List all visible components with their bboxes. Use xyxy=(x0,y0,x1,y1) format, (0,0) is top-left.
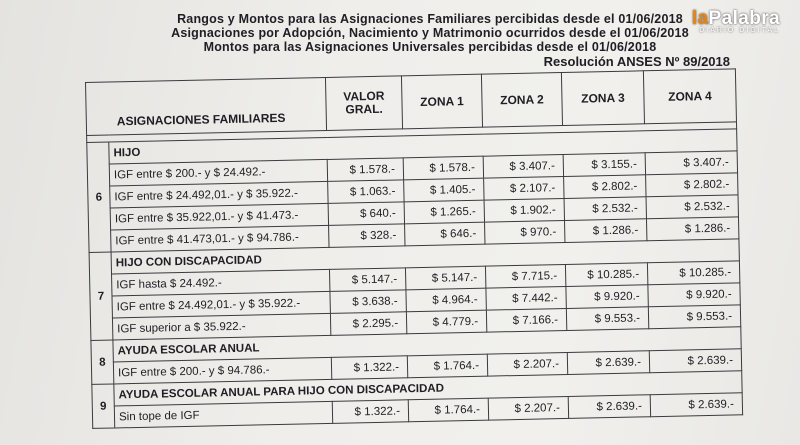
row-label: Sin tope de IGF xyxy=(114,401,332,428)
table-body xyxy=(87,129,743,429)
amount-cell: $ 1.063.- xyxy=(328,180,404,204)
section-number: 9 xyxy=(92,384,115,428)
row-label: IGF entre $ 24.492,01.- y $ 35.922.- xyxy=(112,291,330,318)
amount-cell: $ 3.407.- xyxy=(645,151,737,175)
amount-cell: $ 10.285.- xyxy=(647,261,739,285)
amount-cell: $ 1.265.- xyxy=(404,200,484,224)
amount-cell: $ 1.902.- xyxy=(484,198,564,222)
section-title: AYUDA ESCOLAR ANUAL PARA HIJO CON DISCAPACIDAD xyxy=(114,371,742,406)
allowances-table-wrapper xyxy=(85,68,742,429)
document-header xyxy=(110,0,750,54)
amount-cell: $ 9.920.- xyxy=(648,283,740,307)
amount-cell: $ 2.802.- xyxy=(564,175,646,199)
amount-cell: $ 640.- xyxy=(328,202,404,226)
header-line-3: Montos para las Asignaciones Universales percibidas desde el 01/06/2018 xyxy=(203,40,657,54)
row-label: IGF entre $ 200.- y $ 94.786.- xyxy=(113,357,331,384)
amount-cell: $ 3.155.- xyxy=(563,153,645,177)
resolution-label: Resolución ANSES Nº 89/2018 xyxy=(543,54,730,69)
la-palabra-logo xyxy=(692,8,780,34)
amount-cell: $ 1.286.- xyxy=(565,219,647,243)
column-header-zona-3: ZONA 3 xyxy=(561,71,644,126)
logo-name: Palabra xyxy=(708,8,780,29)
amount-cell: $ 5.147.- xyxy=(329,268,405,292)
amount-cell: $ 646.- xyxy=(405,222,485,246)
column-header-zona-1: ZONA 1 xyxy=(401,74,482,129)
amount-cell: $ 2.532.- xyxy=(646,195,738,219)
header-line-2: Asignaciones por Adopción, Nacimiento y Matrimonio ocurridos desde el 01/06/2018 xyxy=(171,26,689,40)
amount-cell: $ 1.405.- xyxy=(404,178,484,202)
amount-cell: $ 7.715.- xyxy=(485,264,565,288)
amount-cell: $ 1.322.- xyxy=(331,356,407,380)
allowances-table xyxy=(85,68,743,429)
section-number: 8 xyxy=(91,340,114,384)
column-header-valor-gral: VALOR GRAL. xyxy=(325,76,402,131)
amount-cell: $ 10.285.- xyxy=(565,263,647,287)
amount-cell: $ 1.578.- xyxy=(403,156,483,180)
section-number: 6 xyxy=(87,142,111,252)
amount-cell: $ 2.639.- xyxy=(567,351,649,375)
amount-cell: $ 2.639.- xyxy=(568,395,650,419)
section-title: AYUDA ESCOLAR ANUAL xyxy=(113,327,741,362)
amount-cell: $ 1.764.- xyxy=(407,354,487,378)
section-title: HIJO CON DISCAPACIDAD xyxy=(111,239,739,274)
amount-cell: $ 2.639.- xyxy=(650,393,742,417)
amount-cell: $ 2.639.- xyxy=(649,349,741,373)
row-label: IGF entre $ 24.492,01.- y $ 35.922.- xyxy=(110,181,328,208)
row-label: IGF entre $ 41.473,01.- y $ 94.786.- xyxy=(111,225,329,252)
amount-cell: $ 2.107.- xyxy=(484,176,564,200)
column-header-zona-4: ZONA 4 xyxy=(643,69,736,124)
amount-cell: $ 9.553.- xyxy=(566,307,648,331)
amount-cell: $ 1.578.- xyxy=(327,158,403,182)
amount-cell: $ 328.- xyxy=(329,224,405,248)
amount-cell: $ 9.553.- xyxy=(648,305,740,329)
logo-prefix: la xyxy=(691,8,709,29)
column-header-asignaciones: ASIGNACIONES FAMILIARES xyxy=(86,77,327,135)
amount-cell: $ 7.442.- xyxy=(486,286,566,310)
amount-cell: $ 2.207.- xyxy=(487,352,567,376)
header-line-1: Rangos y Montos para las Asignaciones Familiares percibidas desde el 01/06/2018 xyxy=(177,12,683,26)
amount-cell: $ 4.964.- xyxy=(406,288,486,312)
amount-cell: $ 2.532.- xyxy=(564,197,646,221)
row-label: IGF hasta $ 24.492.- xyxy=(112,269,330,296)
amount-cell: $ 7.166.- xyxy=(486,308,566,332)
section-number: 7 xyxy=(89,252,113,340)
row-label: IGF entre $ 35.922,01.- y $ 41.473.- xyxy=(110,203,328,230)
amount-cell: $ 1.764.- xyxy=(408,398,488,422)
amount-cell: $ 9.920.- xyxy=(566,285,648,309)
logo-subtitle: DIARIO DIGITAL xyxy=(699,27,780,34)
amount-cell: $ 2.207.- xyxy=(488,396,568,420)
column-header-zona-2: ZONA 2 xyxy=(481,73,562,128)
section-title: HIJO xyxy=(109,129,737,164)
amount-cell: $ 1.322.- xyxy=(332,400,408,424)
amount-cell: $ 970.- xyxy=(485,220,565,244)
amount-cell: $ 3.638.- xyxy=(330,290,406,314)
row-label: IGF superior a $ 35.922.- xyxy=(112,313,330,340)
amount-cell: $ 5.147.- xyxy=(405,266,485,290)
amount-cell: $ 1.286.- xyxy=(646,217,738,241)
amount-cell: $ 2.802.- xyxy=(646,173,738,197)
amount-cell: $ 3.407.- xyxy=(483,155,563,179)
amount-cell: $ 2.295.- xyxy=(330,312,406,336)
row-label: IGF entre $ 200.- y $ 24.492.- xyxy=(109,159,327,186)
amount-cell: $ 4.779.- xyxy=(406,310,486,334)
